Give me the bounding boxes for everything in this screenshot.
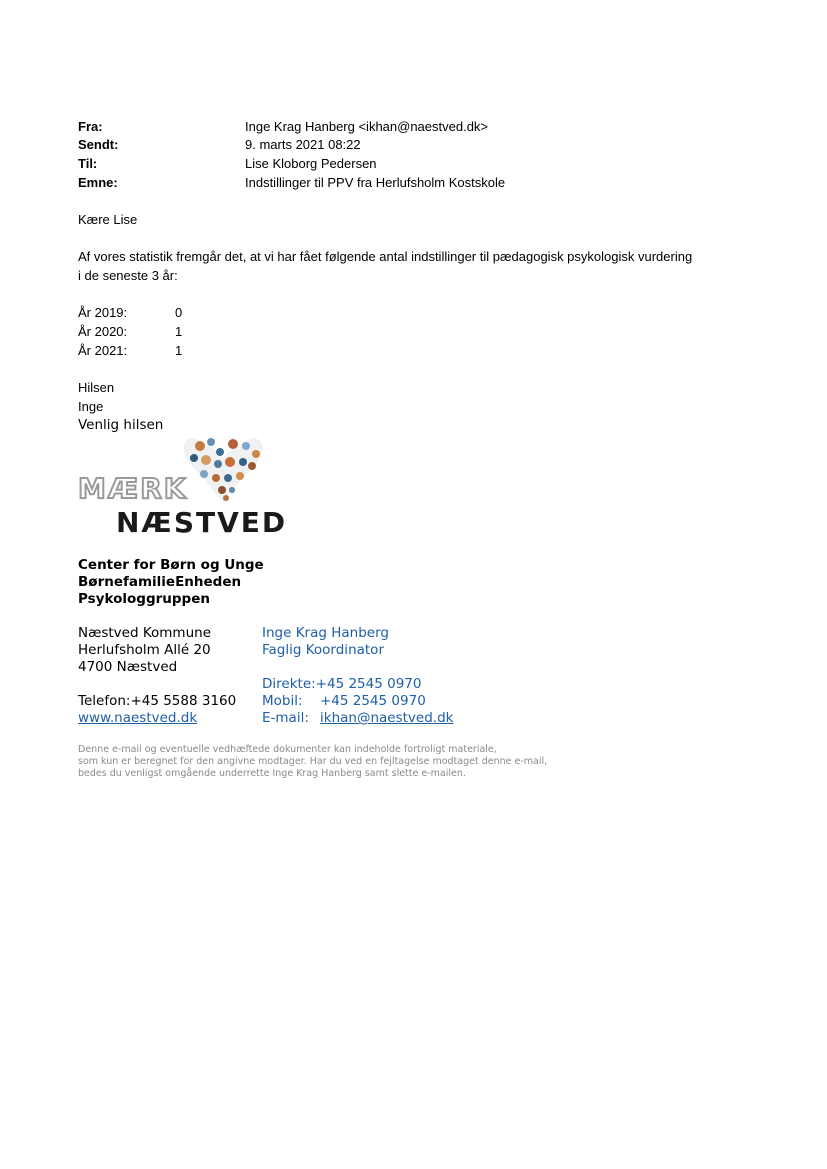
unit-name: BørnefamilieEnheden: [78, 574, 242, 590]
disclaimer-line-1: Denne e-mail og eventuelle vedhæftede dokumenter kan indeholde fortroligt materiale,: [78, 744, 497, 755]
website-row: [78, 710, 197, 727]
direct-row: [262, 676, 421, 693]
address-line-2: Herlufsholm Allé 20: [78, 642, 211, 658]
subject-value: Indstillinger til PPV fra Herlufsholm Kostskole: [245, 175, 506, 190]
from-label: Fra:: [78, 119, 103, 134]
stat-value: 1: [175, 343, 183, 358]
logo-text-naestved: NÆSTVED: [116, 506, 288, 539]
stat-row: [78, 342, 278, 360]
address-line-3: 4700 Næstved: [78, 659, 178, 675]
stat-value: 0: [175, 305, 183, 320]
sender-name: Inge: [78, 399, 104, 414]
stat-year: År 2021:: [78, 343, 128, 358]
stat-value: 1: [175, 324, 183, 339]
stat-year: År 2019:: [78, 305, 128, 320]
disclaimer-line-3: bedes du venligst omgående underrette Inge Krag Hanberg samt slette e-mailen.: [78, 768, 466, 779]
maerk-naestved-logo: [78, 432, 288, 542]
paragraph-line-2: i de seneste 3 år:: [78, 268, 178, 283]
regards: Venlig hilsen: [78, 417, 164, 433]
address-line-1: Næstved Kommune: [78, 625, 211, 641]
mobile-row: [262, 693, 426, 710]
website-link[interactable]: www.naestved.dk: [78, 710, 198, 726]
disclaimer-line-2: som kun er beregnet for den angivne modtager. Har du ved en fejltagelse modtaget denne e-mail,: [78, 756, 548, 767]
stat-row: [78, 323, 278, 341]
phone-value: +45 5588 3160: [130, 693, 237, 709]
group-name: Psykologgruppen: [78, 591, 210, 607]
direct-label: Direkte:: [262, 676, 316, 692]
heart-icon: [184, 438, 263, 502]
logo-text-maerk: MÆRK: [78, 472, 188, 505]
greeting: Kære Lise: [78, 212, 138, 227]
phone-label: Telefon:: [78, 693, 131, 709]
stat-year: År 2020:: [78, 324, 128, 339]
logo-graphic: [78, 432, 288, 542]
from-value: Inge Krag Hanberg <ikhan@naestved.dk>: [245, 119, 489, 134]
stat-row: [78, 304, 278, 322]
subject-label: Emne:: [78, 175, 118, 190]
closing: Hilsen: [78, 380, 115, 395]
phone-row: [78, 693, 236, 710]
person-title: Faglig Koordinator: [262, 642, 384, 658]
paragraph-line-1: Af vores statistik fremgår det, at vi har fået følgende antal indstillinger til pædagogisk psykologisk vurdering: [78, 249, 693, 264]
mobile-value: +45 2545 0970: [320, 693, 426, 709]
mobile-label: Mobil:: [262, 693, 303, 709]
email-row: [262, 710, 453, 727]
to-label: Til:: [78, 156, 98, 171]
email-label: E-mail:: [262, 710, 309, 726]
sent-value: 9. marts 2021 08:22: [245, 137, 361, 152]
person-name: Inge Krag Hanberg: [262, 625, 389, 641]
to-value: Lise Kloborg Pedersen: [245, 156, 377, 171]
email-link[interactable]: ikhan@naestved.dk: [320, 710, 454, 726]
center-name: Center for Børn og Unge: [78, 557, 264, 573]
disclaimer: [78, 744, 547, 780]
direct-value: +45 2545 0970: [315, 676, 422, 692]
sent-label: Sendt:: [78, 137, 119, 152]
